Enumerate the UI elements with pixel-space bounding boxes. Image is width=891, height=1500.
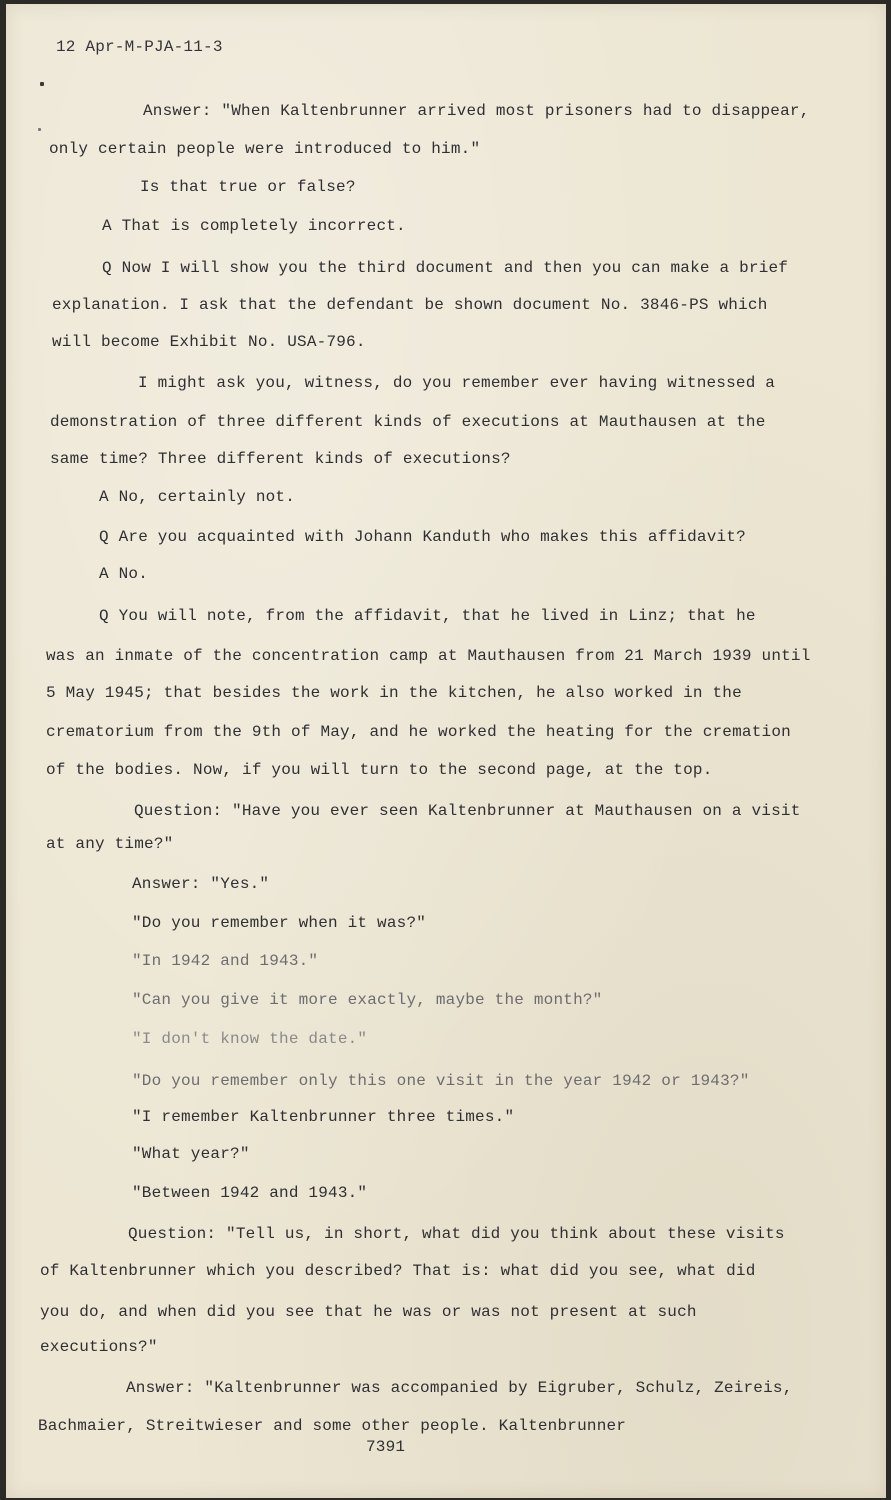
- document-header: 12 Apr-M-PJA-11-3: [56, 38, 223, 56]
- margin-mark: [40, 82, 44, 86]
- text-line: "Between 1942 and 1943.": [132, 1184, 368, 1202]
- text-line: A No.: [99, 565, 149, 583]
- text-line: explanation. I ask that the defendant be shown document No. 3846-PS which: [52, 296, 768, 314]
- text-line: you do, and when did you see that he was or was not present at such: [40, 1303, 697, 1321]
- text-line: 5 May 1945; that besides the work in the kitchen, he also worked in the: [46, 684, 742, 702]
- text-line: Q Now I will show you the third document and then you can make a brief: [102, 259, 789, 277]
- document-page: [6, 4, 886, 1498]
- text-line: A That is completely incorrect.: [102, 217, 406, 235]
- text-line: Answer: "Kaltenbrunner was accompanied by Eigruber, Schulz, Zeireis,: [126, 1379, 793, 1397]
- text-line: Bachmaier, Streitwieser and some other people. Kaltenbrunner: [38, 1417, 627, 1435]
- text-line: of the bodies. Now, if you will turn to the second page, at the top.: [46, 761, 713, 779]
- margin-mark: [38, 128, 41, 131]
- text-line: "What year?": [132, 1145, 250, 1163]
- text-line: Q Are you acquainted with Johann Kanduth who makes this affidavit?: [99, 528, 746, 546]
- text-line: "In 1942 and 1943.": [132, 952, 319, 970]
- text-line: Q You will note, from the affidavit, that he lived in Linz; that he: [99, 607, 756, 625]
- text-line: only certain people were introduced to him.": [49, 140, 481, 158]
- text-line: of Kaltenbrunner which you described? That is: what did you see, what did: [40, 1262, 756, 1280]
- text-line: I might ask you, witness, do you remember ever having witnessed a: [138, 374, 776, 392]
- text-line: will become Exhibit No. USA-796.: [52, 333, 366, 351]
- text-line: demonstration of three different kinds of executions at Mauthausen at the: [50, 413, 766, 431]
- page-number: 7391: [366, 1438, 406, 1456]
- text-line: "Do you remember only this one visit in the year 1942 or 1943?": [132, 1072, 750, 1090]
- text-line: was an inmate of the concentration camp at Mauthausen from 21 March 1939 until: [46, 647, 811, 665]
- text-line: "Can you give it more exactly, maybe the month?": [132, 991, 603, 1009]
- text-line: "Do you remember when it was?": [132, 914, 427, 932]
- text-line: at any time?": [46, 835, 174, 853]
- text-line: "I don't know the date.": [132, 1030, 368, 1048]
- text-line: "I remember Kaltenbrunner three times.": [132, 1108, 515, 1126]
- text-line: crematorium from the 9th of May, and he worked the heating for the cremation: [46, 723, 791, 741]
- text-line: executions?": [40, 1338, 158, 1356]
- text-line: Answer: "Yes.": [132, 875, 270, 893]
- text-line: Answer: "When Kaltenbrunner arrived most prisoners had to disappear,: [143, 102, 810, 120]
- text-line: same time? Three different kinds of executions?: [50, 450, 511, 468]
- text-line: Question: "Tell us, in short, what did you think about these visits: [128, 1225, 785, 1243]
- text-line: A No, certainly not.: [99, 488, 296, 506]
- text-line: Is that true or false?: [140, 178, 356, 196]
- text-line: Question: "Have you ever seen Kaltenbrunner at Mauthausen on a visit: [134, 802, 801, 820]
